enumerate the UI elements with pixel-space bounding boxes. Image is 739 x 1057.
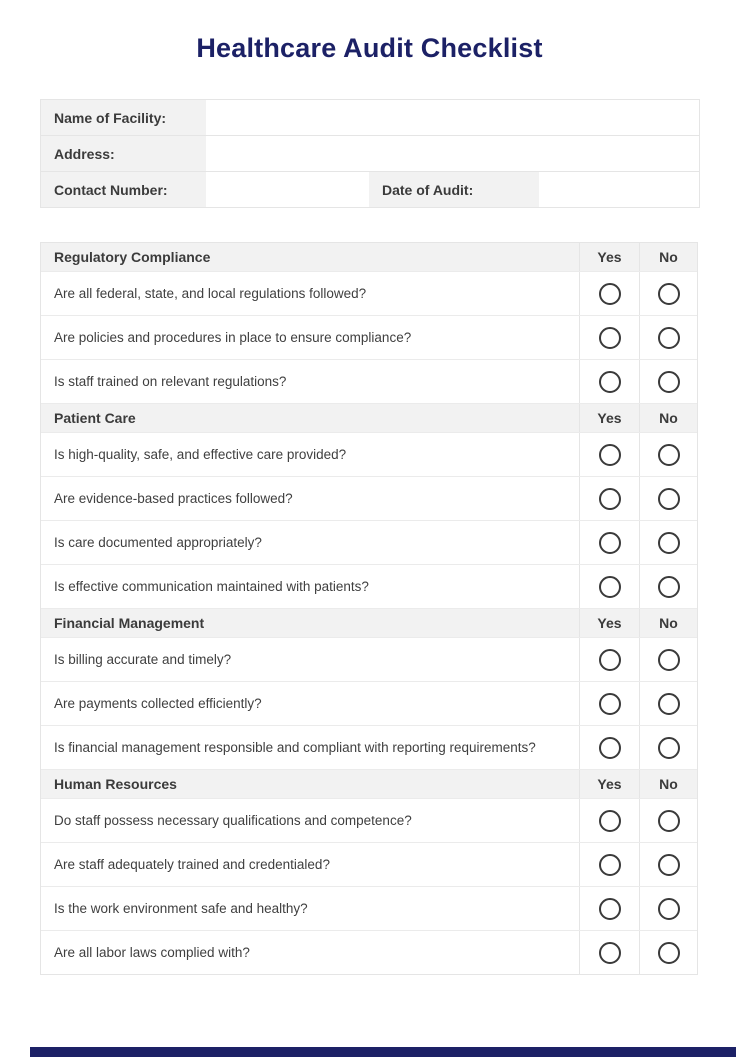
section-title: Human Resources [54,776,177,792]
yes-cell [579,477,639,520]
yes-radio[interactable] [599,942,621,964]
yes-cell [579,638,639,681]
no-radio[interactable] [658,371,680,393]
yes-cell [579,316,639,359]
question-text: Are payments collected efficiently? [54,696,262,711]
checklist-table [40,242,698,975]
question-text: Are evidence-based practices followed? [54,491,293,506]
yes-cell [579,521,639,564]
yes-cell [579,272,639,315]
footer-accent-bar [30,1047,736,1057]
question-row-regulatory-compliance-1 [41,271,697,315]
question-text: Are all labor laws complied with? [54,945,250,960]
question-row-human-resources-2 [41,842,697,886]
yes-cell [579,360,639,403]
no-radio[interactable] [658,444,680,466]
no-column-header: No [639,609,697,637]
question-row-regulatory-compliance-3 [41,359,697,403]
no-column-header: No [639,404,697,432]
no-radio[interactable] [658,488,680,510]
no-cell [639,360,697,403]
yes-cell [579,887,639,930]
no-radio[interactable] [658,737,680,759]
no-column-header: No [639,770,697,798]
yes-radio[interactable] [599,898,621,920]
yes-cell [579,565,639,608]
no-radio[interactable] [658,576,680,598]
facility-info-form [40,99,700,208]
yes-radio[interactable] [599,737,621,759]
yes-radio[interactable] [599,532,621,554]
section-title: Financial Management [54,615,205,631]
no-radio[interactable] [658,898,680,920]
no-radio[interactable] [658,854,680,876]
question-row-financial-management-3 [41,725,697,769]
question-row-financial-management-2 [41,681,697,725]
yes-column-header: Yes [579,609,639,637]
yes-radio[interactable] [599,576,621,598]
no-cell [639,433,697,476]
section-header-patient-care [41,403,697,432]
no-radio[interactable] [658,327,680,349]
question-row-patient-care-1 [41,432,697,476]
no-radio[interactable] [658,810,680,832]
no-radio[interactable] [658,649,680,671]
yes-radio[interactable] [599,283,621,305]
question-text: Is the work environment safe and healthy? [54,901,308,916]
yes-cell [579,726,639,769]
no-cell [639,272,697,315]
yes-radio[interactable] [599,488,621,510]
yes-radio[interactable] [599,371,621,393]
no-cell [639,843,697,886]
yes-radio[interactable] [599,693,621,715]
question-row-patient-care-4 [41,564,697,608]
yes-radio[interactable] [599,444,621,466]
date-of-audit-input[interactable] [539,172,699,207]
question-text: Is staff trained on relevant regulations? [54,374,287,389]
no-cell [639,931,697,974]
yes-radio[interactable] [599,810,621,832]
page-title: Healthcare Audit Checklist [196,33,543,63]
address-label: Address: [41,136,206,171]
question-text: Is high-quality, safe, and effective care provided? [54,447,347,462]
facility-label: Name of Facility: [41,100,206,135]
no-cell [639,565,697,608]
yes-cell [579,843,639,886]
address-input[interactable] [206,136,699,171]
no-cell [639,887,697,930]
contact-number-input[interactable] [206,172,369,207]
question-text: Are policies and procedures in place to ensure compliance? [54,330,412,345]
no-cell [639,799,697,842]
no-radio[interactable] [658,693,680,715]
section-title: Regulatory Compliance [54,249,211,265]
yes-column-header: Yes [579,770,639,798]
question-row-regulatory-compliance-2 [41,315,697,359]
question-row-human-resources-3 [41,886,697,930]
yes-radio[interactable] [599,327,621,349]
date-of-audit-label: Date of Audit: [369,172,539,207]
question-row-financial-management-1 [41,637,697,681]
yes-radio[interactable] [599,854,621,876]
no-radio[interactable] [658,283,680,305]
section-header-human-resources [41,769,697,798]
question-row-human-resources-4 [41,930,697,974]
yes-column-header: Yes [579,404,639,432]
section-header-financial-management [41,608,697,637]
question-text: Is financial management responsible and compliant with reporting requirements? [54,740,536,755]
no-cell [639,638,697,681]
no-radio[interactable] [658,532,680,554]
question-text: Is billing accurate and timely? [54,652,232,667]
question-row-human-resources-1 [41,798,697,842]
question-text: Are all federal, state, and local regulations followed? [54,286,367,301]
contact-number-label: Contact Number: [41,172,206,207]
address-row [41,135,699,171]
facility-input[interactable] [206,100,699,135]
contact-date-row [41,171,699,207]
question-row-patient-care-3 [41,520,697,564]
no-cell [639,316,697,359]
yes-column-header: Yes [579,243,639,271]
yes-cell [579,931,639,974]
no-cell [639,477,697,520]
yes-radio[interactable] [599,649,621,671]
no-radio[interactable] [658,942,680,964]
yes-cell [579,433,639,476]
no-cell [639,521,697,564]
no-column-header: No [639,243,697,271]
section-title: Patient Care [54,410,136,426]
yes-cell [579,682,639,725]
question-text: Are staff adequately trained and credentialed? [54,857,330,872]
question-text: Is care documented appropriately? [54,535,262,550]
question-text: Do staff possess necessary qualifications and competence? [54,813,412,828]
question-text: Is effective communication maintained with patients? [54,579,369,594]
no-cell [639,726,697,769]
question-row-patient-care-2 [41,476,697,520]
section-header-regulatory-compliance [41,243,697,271]
yes-cell [579,799,639,842]
facility-row [41,100,699,135]
no-cell [639,682,697,725]
